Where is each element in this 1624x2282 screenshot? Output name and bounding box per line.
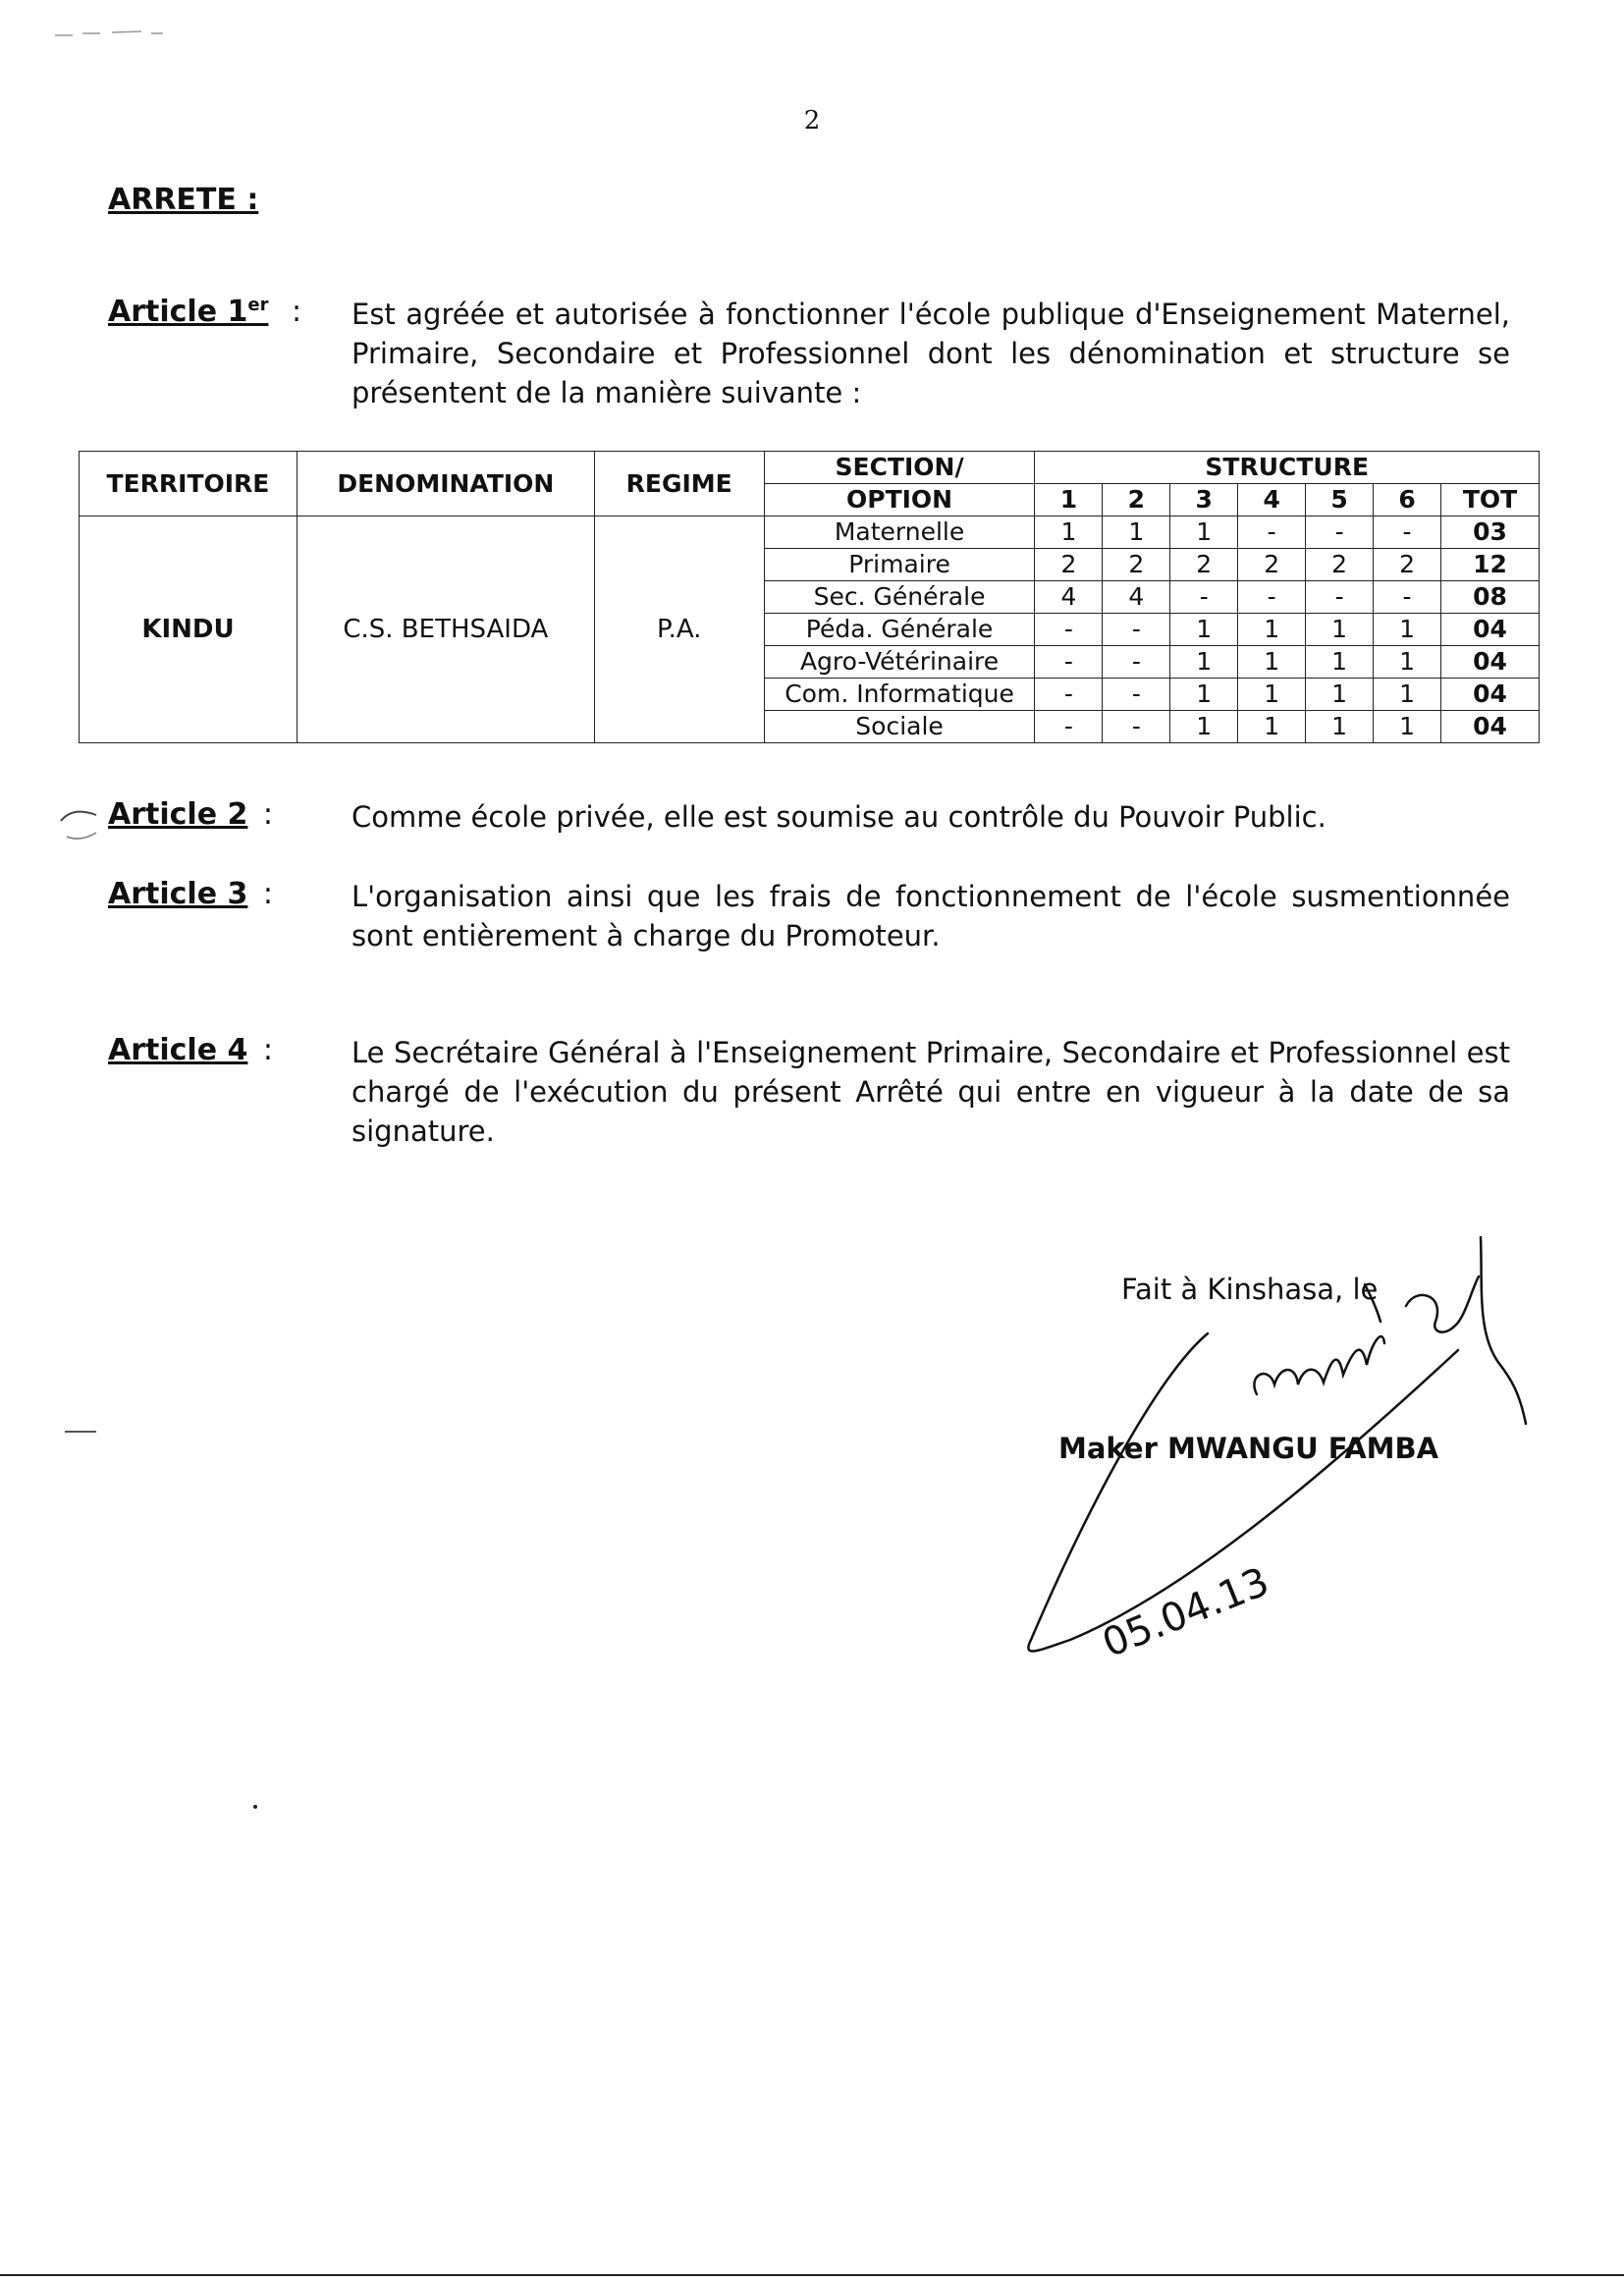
regime-cell: P.A. [594,516,764,743]
year-cell: - [1374,581,1441,614]
year-cell: 1 [1170,516,1238,549]
year-cell: - [1103,679,1170,711]
option-cell: Primaire [764,549,1035,581]
page-number: 2 [803,106,821,136]
year-cell: - [1103,614,1170,646]
year-cell: 1 [1238,679,1306,711]
year-cell: - [1374,516,1441,549]
article-1-text: Est agréée et autorisée à fonctionner l'école publique d'Enseignement Maternel, Primaire, Secondaire et Professionnel dont les dénomination et structure se présentent de la manière suivante : [352,298,1510,409]
denomination-cell: C.S. BETHSAIDA [297,516,594,743]
option-cell: Agro-Vétérinaire [764,646,1035,679]
article-4-label: Article 4 : [108,1033,274,1067]
year-cell: 1 [1170,646,1238,679]
school-structure-table [79,451,1540,743]
scan-mark-icon [57,803,102,842]
year-cell: 1 [1306,646,1374,679]
total-cell: 04 [1440,646,1539,679]
header-section: SECTION/ [764,452,1035,484]
year-cell: 4 [1035,581,1103,614]
year-cell: - [1170,581,1238,614]
total-cell: 04 [1440,614,1539,646]
territoire-cell: KINDU [80,516,298,743]
option-cell: Sociale [764,711,1035,743]
header-year-6: 6 [1374,484,1441,516]
year-cell: 2 [1103,549,1170,581]
year-cell: - [1306,581,1374,614]
article-3-label: Article 3 : [108,877,274,911]
header-year-3: 3 [1170,484,1238,516]
year-cell: - [1238,581,1306,614]
signature-place: Fait à Kinshasa, le [1121,1273,1379,1306]
year-cell: 1 [1374,679,1441,711]
year-cell: 2 [1035,549,1103,581]
year-cell: 1 [1103,516,1170,549]
total-cell: 03 [1440,516,1539,549]
year-cell: 1 [1035,516,1103,549]
option-cell: Maternelle [764,516,1035,549]
scan-mark-icon [53,27,171,41]
article-3-text: L'organisation ainsi que les frais de fonctionnement de l'école susmentionnée sont entièrement à charge du Promoteur. [352,880,1510,952]
year-cell: - [1306,516,1374,549]
year-cell: - [1103,711,1170,743]
total-cell: 12 [1440,549,1539,581]
year-cell: - [1238,516,1306,549]
bottom-rule [0,2274,1624,2276]
year-cell: - [1103,646,1170,679]
year-cell: 1 [1374,646,1441,679]
year-cell: 2 [1170,549,1238,581]
header-denomination: DENOMINATION [297,452,594,516]
year-cell: 1 [1170,711,1238,743]
total-cell: 04 [1440,711,1539,743]
table-row [80,516,1540,549]
header-regime: REGIME [594,452,764,516]
year-cell: 2 [1306,549,1374,581]
header-year-4: 4 [1238,484,1306,516]
article-2-label: Article 2 : [108,797,274,832]
header-structure: STRUCTURE [1035,452,1540,484]
header-year-1: 1 [1035,484,1103,516]
year-cell: 1 [1170,614,1238,646]
year-cell: 1 [1238,646,1306,679]
year-cell: - [1035,614,1103,646]
header-year-5: 5 [1306,484,1374,516]
article-4-text: Le Secrétaire Général à l'Enseignement Primaire, Secondaire et Professionnel est chargé de l'exécution du présent Arrêté qui entre en vigueur à la date de sa signature. [352,1036,1510,1148]
option-cell: Com. Informatique [764,679,1035,711]
header-territoire: TERRITOIRE [80,452,298,516]
total-cell: 04 [1440,679,1539,711]
year-cell: - [1035,711,1103,743]
year-cell: 1 [1306,711,1374,743]
year-cell: 1 [1170,679,1238,711]
article-1-label: Article 1er : [108,295,302,329]
handwritten-date: 05.04.13 [1096,1558,1275,1667]
year-cell: - [1035,679,1103,711]
year-cell: 4 [1103,581,1170,614]
option-cell: Sec. Générale [764,581,1035,614]
signatory-name: Maker MWANGU FAMBA [1058,1432,1439,1465]
year-cell: 2 [1374,549,1441,581]
year-cell: 2 [1238,549,1306,581]
year-cell: - [1035,646,1103,679]
year-cell: 1 [1238,614,1306,646]
option-cell: Péda. Générale [764,614,1035,646]
total-cell: 08 [1440,581,1539,614]
year-cell: 1 [1238,711,1306,743]
year-cell: 1 [1374,614,1441,646]
article-2-text: Comme école privée, elle est soumise au contrôle du Pouvoir Public. [352,800,1326,834]
year-cell: 1 [1374,711,1441,743]
header-year-2: 2 [1103,484,1170,516]
year-cell: 1 [1306,679,1374,711]
scan-mark-icon [253,1805,257,1809]
handwritten-signature-icon [1011,1227,1561,1679]
year-cell: 1 [1306,614,1374,646]
header-total: TOT [1440,484,1539,516]
decree-heading: ARRETE : [108,183,259,217]
header-option: OPTION [764,484,1035,516]
scan-mark-icon [63,1426,102,1438]
